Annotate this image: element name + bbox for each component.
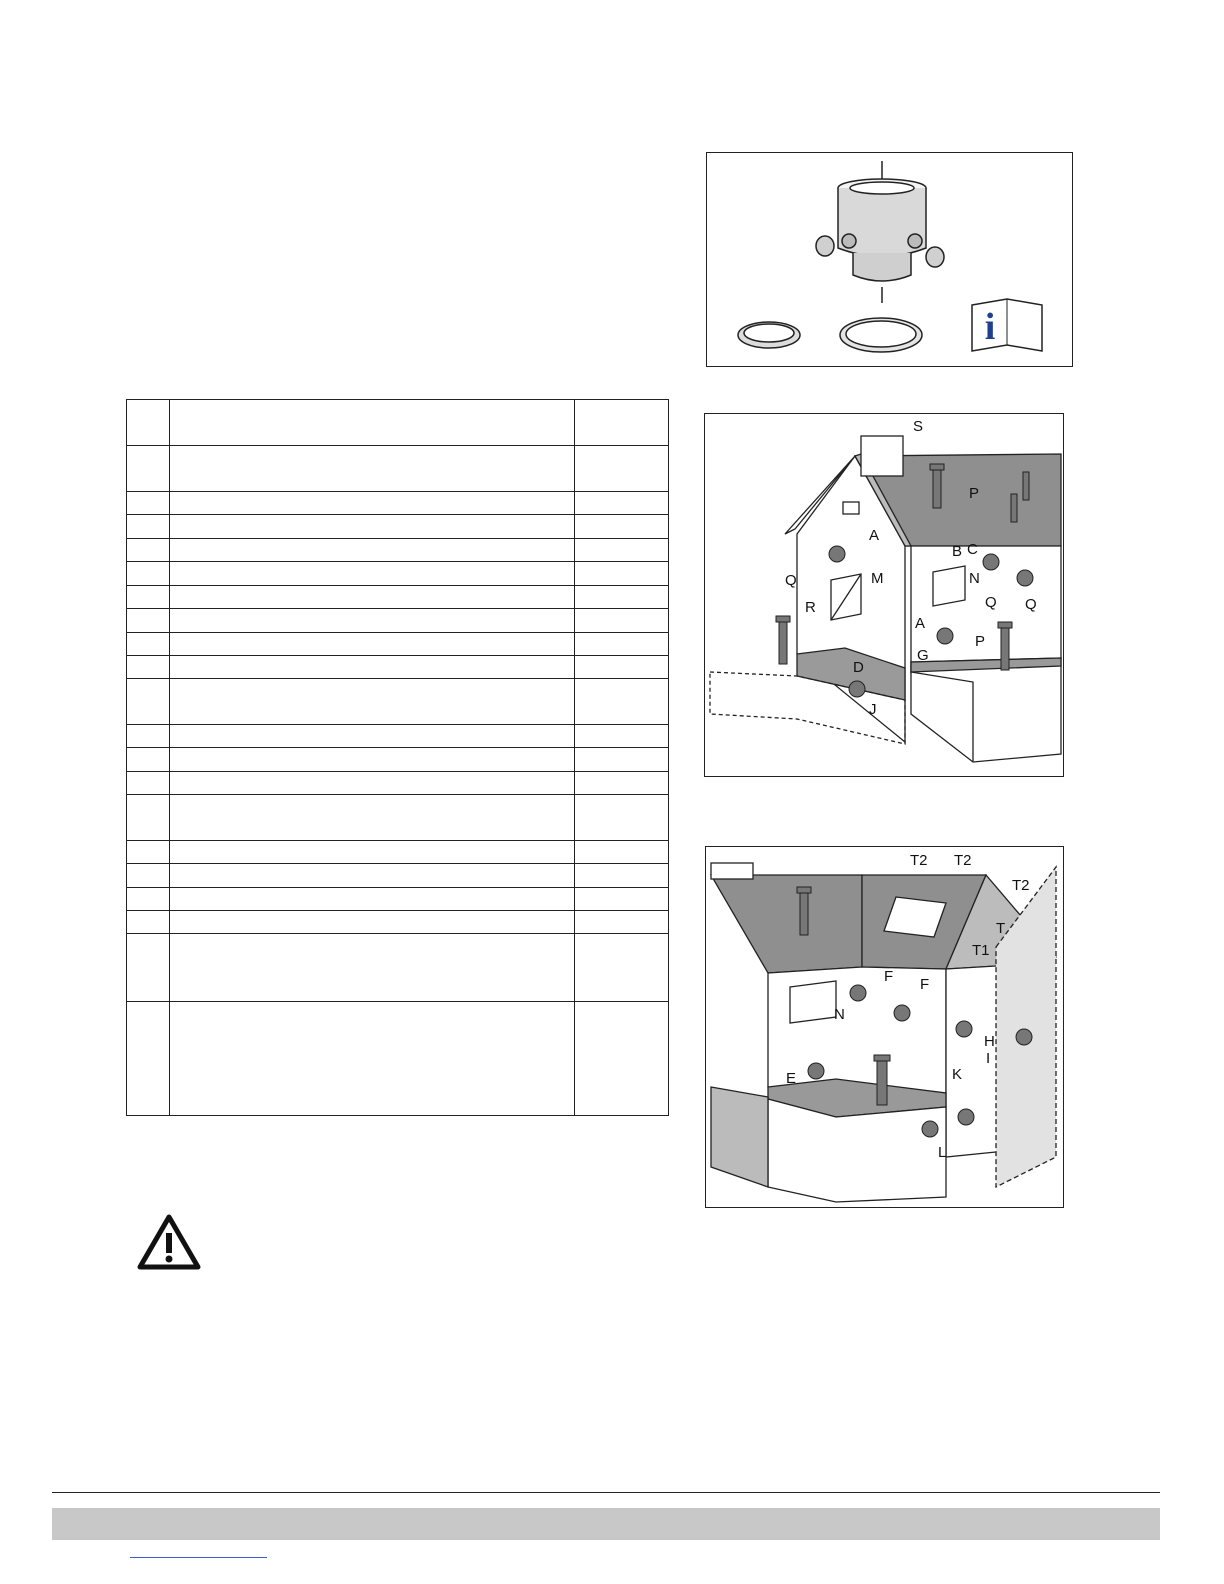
table-cell: [575, 633, 669, 656]
table-cell: [170, 656, 575, 679]
table-row: [127, 911, 669, 934]
table-row: [127, 725, 669, 748]
table-cell: [575, 748, 669, 772]
table-cell: [127, 841, 170, 864]
table-cell: [575, 934, 669, 1002]
clearance-table: [126, 399, 669, 1116]
table-row: [127, 586, 669, 609]
info-icon: i: [984, 306, 996, 348]
table-cell: [127, 539, 170, 562]
dimension-label: E: [786, 1070, 797, 1087]
table-cell: [575, 841, 669, 864]
table-cell: [127, 934, 170, 1002]
accessory-figure: [706, 152, 1073, 367]
dimension-label: Q: [785, 572, 797, 589]
dimension-label: F: [920, 976, 930, 993]
table-cell: [127, 795, 170, 841]
table-row: [127, 656, 669, 679]
dimension-label: F: [884, 968, 894, 985]
table-cell: [127, 446, 170, 492]
table-row: [127, 748, 669, 772]
info-booklet-icon: [972, 299, 1042, 351]
dimension-label: P: [975, 633, 986, 650]
dimension-label: L: [938, 1144, 947, 1161]
table-cell: [127, 633, 170, 656]
dimension-label: T2: [954, 852, 972, 869]
table-cell: [127, 772, 170, 795]
table-cell: [127, 725, 170, 748]
table-cell: [575, 515, 669, 539]
adapter-icon: [838, 161, 926, 303]
table-cell: [575, 609, 669, 633]
table-cell: [170, 633, 575, 656]
table-cell: [575, 586, 669, 609]
table-cell: [127, 748, 170, 772]
ring-seal-icon: [738, 322, 800, 348]
table-row: [127, 1002, 669, 1116]
table-cell: [170, 446, 575, 492]
table-cell: [127, 864, 170, 888]
table-cell: [170, 864, 575, 888]
table-row: [127, 934, 669, 1002]
table-cell: [575, 864, 669, 888]
table-cell: [170, 725, 575, 748]
dimension-label: Q: [1025, 596, 1037, 613]
house-drawing: [710, 436, 1061, 762]
table-cell: [170, 539, 575, 562]
dimension-label: S: [913, 418, 924, 435]
dimension-label: P: [969, 485, 980, 502]
table-cell: [170, 772, 575, 795]
table-cell: [575, 492, 669, 515]
table-cell: [170, 748, 575, 772]
table-row: [127, 888, 669, 911]
table-cell: [127, 679, 170, 725]
table-cell: [575, 911, 669, 934]
table-row: [127, 515, 669, 539]
table-row: [127, 633, 669, 656]
dimension-label: T2: [1012, 877, 1030, 894]
table-cell: [170, 679, 575, 725]
table-row: [127, 400, 669, 446]
table-cell: [127, 609, 170, 633]
table-cell: [170, 934, 575, 1002]
table-cell: [575, 539, 669, 562]
dimension-label: J: [869, 701, 877, 718]
table-cell: [170, 841, 575, 864]
dimension-label: Q: [985, 594, 997, 611]
table-cell: [575, 888, 669, 911]
dimension-label: G: [917, 647, 929, 664]
table-cell: [170, 562, 575, 586]
table-cell: [170, 492, 575, 515]
dimension-label: T2: [910, 852, 928, 869]
dimension-label: I: [986, 1050, 991, 1067]
table-cell: [575, 795, 669, 841]
table-cell: [170, 586, 575, 609]
table-row: [127, 562, 669, 586]
table-row: [127, 841, 669, 864]
footer-link[interactable]: [130, 1557, 267, 1558]
dimension-label: K: [952, 1066, 963, 1083]
table-cell: [575, 679, 669, 725]
table-cell: [127, 888, 170, 911]
table-cell: [575, 772, 669, 795]
table-cell: [575, 725, 669, 748]
house-drawing: [711, 863, 1056, 1202]
dimension-label: C: [967, 541, 978, 558]
dimension-label: R: [805, 599, 816, 616]
dimension-label: A: [915, 615, 926, 632]
table-cell: [127, 515, 170, 539]
table-row: [127, 609, 669, 633]
table-cell: [127, 1002, 170, 1116]
dimension-label: D: [853, 659, 864, 676]
dimension-label: A: [869, 527, 880, 544]
table-cell: [170, 1002, 575, 1116]
dimension-label: N: [969, 570, 980, 587]
table-cell: [170, 609, 575, 633]
table-cell: [127, 562, 170, 586]
table-row: [127, 539, 669, 562]
table-cell: [127, 586, 170, 609]
dimension-label: T1: [972, 942, 990, 959]
table-cell: [575, 400, 669, 446]
table-cell: [127, 400, 170, 446]
gasket-icon: [840, 318, 922, 352]
table-row: [127, 864, 669, 888]
table-cell: [127, 911, 170, 934]
dimension-label: B: [952, 543, 963, 560]
table-cell: [170, 400, 575, 446]
terminal-positions-figure-2: [705, 846, 1064, 1208]
table-cell: [170, 515, 575, 539]
table-cell: [575, 1002, 669, 1116]
table-cell: [127, 656, 170, 679]
table-cell: [127, 492, 170, 515]
table-cell: [575, 562, 669, 586]
table-cell: [170, 911, 575, 934]
dimension-label: H: [984, 1033, 995, 1050]
table-cell: [575, 656, 669, 679]
table-row: [127, 795, 669, 841]
footer-bar: [52, 1508, 1160, 1540]
dimension-label: M: [871, 570, 884, 587]
terminal-positions-figure-1: [704, 413, 1064, 777]
table-cell: [170, 888, 575, 911]
table-row: [127, 772, 669, 795]
footer-rule: [52, 1492, 1160, 1493]
table-cell: [575, 446, 669, 492]
dimension-label: T: [996, 920, 1006, 937]
dimension-label: N: [834, 1006, 845, 1023]
table-row: [127, 446, 669, 492]
table-row: [127, 492, 669, 515]
warning-triangle-icon: [136, 1213, 202, 1276]
table-cell: [170, 795, 575, 841]
table-row: [127, 679, 669, 725]
